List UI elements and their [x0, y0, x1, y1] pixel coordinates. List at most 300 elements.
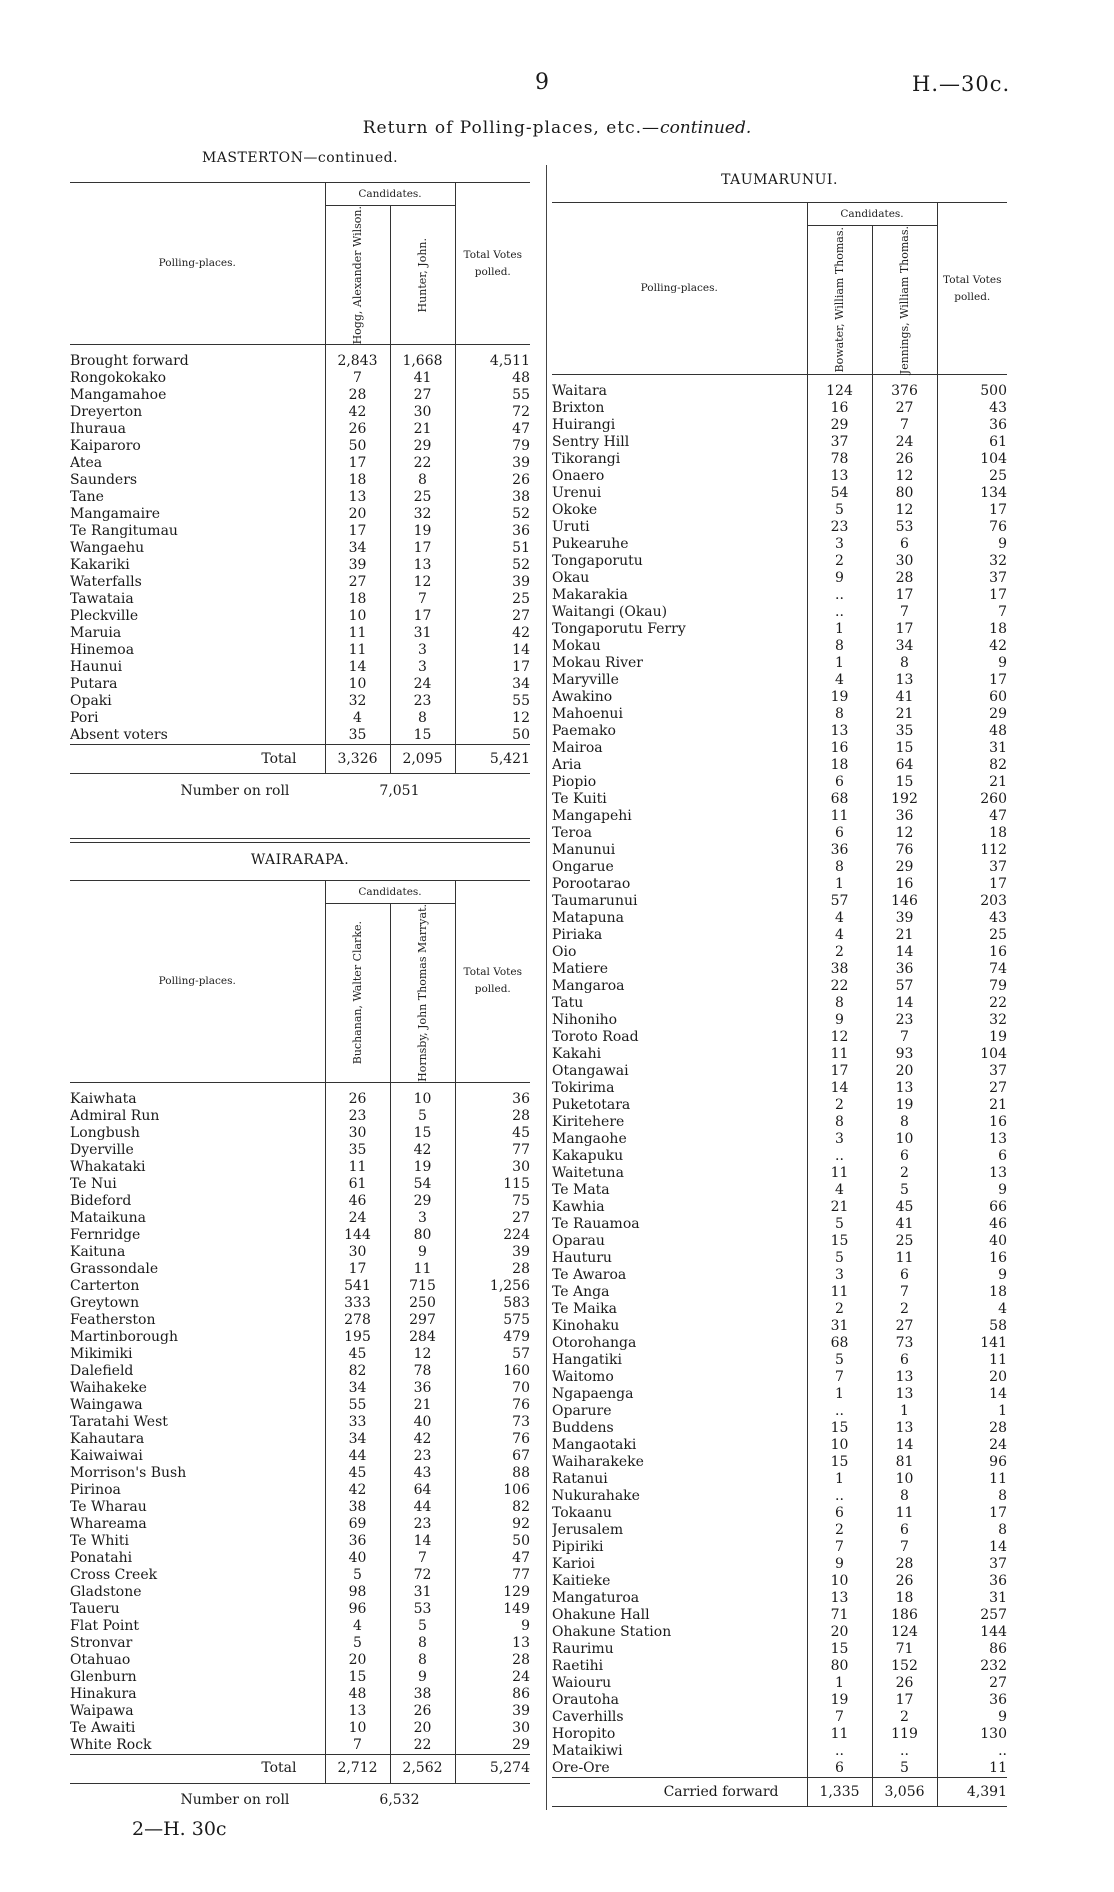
candidate-1-votes: 15	[807, 1233, 872, 1250]
candidate-2-votes: 19	[872, 1097, 937, 1114]
candidate-2-votes: 36	[390, 1380, 455, 1397]
candidate-1-votes: 19	[807, 1692, 872, 1709]
total-votes: 92	[455, 1516, 530, 1533]
polling-place-name: Dalefield	[70, 1362, 134, 1379]
candidate-1-votes: 35	[325, 1142, 390, 1159]
candidate-1-votes: 16	[807, 400, 872, 417]
candidate-2-votes: 31	[390, 625, 455, 642]
polling-place-name: Putara	[70, 676, 118, 693]
candidate-1-votes: 29	[807, 417, 872, 434]
table-row	[552, 1556, 1007, 1573]
candidate-2-votes: 41	[390, 370, 455, 387]
table-row	[552, 672, 1007, 689]
candidate-1-votes: 19	[807, 689, 872, 706]
candidate-2-votes: 21	[390, 421, 455, 438]
candidate-1-votes: 18	[807, 757, 872, 774]
candidate-1-header: Bowater, William Thomas.	[833, 227, 846, 373]
candidate-1-votes: 4	[807, 910, 872, 927]
candidate-2-votes: 30	[872, 553, 937, 570]
candidate-2-votes: 76	[872, 842, 937, 859]
candidate-2-votes: 31	[390, 1584, 455, 1601]
candidate-1-votes: 15	[807, 1454, 872, 1471]
table-row	[552, 1369, 1007, 1386]
candidate-2-votes: 32	[390, 506, 455, 523]
candidate-2-votes: 27	[872, 1318, 937, 1335]
polling-place-name: Raurimu	[552, 1641, 614, 1658]
candidate-1-votes: 10	[807, 1437, 872, 1454]
candidate-2-votes: 21	[872, 706, 937, 723]
candidate-2-votes: 57	[872, 978, 937, 995]
candidate-1-votes: ..	[807, 587, 872, 604]
candidate-1-votes: 1	[807, 1675, 872, 1692]
total-row	[70, 1754, 530, 1783]
total-votes: 67	[455, 1448, 530, 1465]
candidate-1-votes: 17	[325, 1261, 390, 1278]
total-votes: 82	[937, 757, 1007, 774]
polling-place-name: Taratahi West	[70, 1413, 168, 1430]
table-row	[552, 638, 1007, 655]
table-row	[70, 625, 530, 642]
polling-place-name: Ohakune Hall	[552, 1607, 650, 1624]
candidate-1-votes: 33	[325, 1414, 390, 1431]
candidate-2-votes: 11	[390, 1261, 455, 1278]
candidate-2-votes: 7	[390, 591, 455, 608]
table-row	[70, 438, 530, 455]
polling-place-name: Okau	[552, 570, 590, 587]
candidate-2-votes: 7	[390, 1550, 455, 1567]
polling-place-name: Karioi	[552, 1556, 595, 1573]
candidate-2-votes: 18	[872, 1590, 937, 1607]
candidate-2-votes: 12	[872, 502, 937, 519]
total-votes: 25	[937, 468, 1007, 485]
table-row	[70, 1244, 530, 1261]
candidate-1-votes: 11	[807, 1726, 872, 1743]
table-row	[552, 1709, 1007, 1726]
total-votes: 25	[937, 927, 1007, 944]
table-row	[70, 1346, 530, 1363]
candidate-1-votes: 36	[325, 1533, 390, 1550]
total-votes: 115	[455, 1176, 530, 1193]
total-votes: 9	[937, 1267, 1007, 1284]
table-row	[70, 1329, 530, 1346]
candidate-1-votes: 15	[807, 1420, 872, 1437]
candidate-1-votes: 1	[807, 655, 872, 672]
total-votes: 17	[937, 672, 1007, 689]
total-votes: 52	[455, 557, 530, 574]
polling-place-name: Pori	[70, 710, 99, 727]
candidate-2-votes: 17	[390, 540, 455, 557]
candidate-1-votes: 11	[807, 1046, 872, 1063]
polling-place-name: Uruti	[552, 519, 590, 536]
total-votes-header: Total Votes polled.	[937, 203, 1007, 375]
total-votes: 27	[937, 1080, 1007, 1097]
polling-place-name: Cross Creek	[70, 1566, 158, 1583]
polling-place-name: Otorohanga	[552, 1335, 637, 1352]
candidate-2-votes: 29	[872, 859, 937, 876]
table-row	[552, 1437, 1007, 1454]
candidate-2-votes: 36	[872, 961, 937, 978]
candidate-1-votes: 38	[325, 1499, 390, 1516]
candidate-1-votes: 12	[807, 1029, 872, 1046]
polling-place-name: Kawhia	[552, 1199, 605, 1216]
polling-place-name: Kaiwaiwai	[70, 1447, 143, 1464]
table-row	[552, 808, 1007, 825]
total-votes: 86	[455, 1686, 530, 1703]
candidate-1-votes: 44	[325, 1448, 390, 1465]
table-row	[552, 1267, 1007, 1284]
total-votes: 500	[937, 383, 1007, 400]
total-votes: ..	[937, 1743, 1007, 1760]
total-votes: 16	[937, 1250, 1007, 1267]
total-votes: 14	[455, 642, 530, 659]
total-votes: 37	[937, 859, 1007, 876]
table-row	[70, 1210, 530, 1227]
table-row	[70, 540, 530, 557]
total-votes: 22	[937, 995, 1007, 1012]
candidate-2-votes: 14	[872, 1437, 937, 1454]
candidate-1-votes: 16	[807, 740, 872, 757]
polling-place-name: Waitangi (Okau)	[552, 604, 668, 621]
candidate-2-votes: 12	[390, 574, 455, 591]
candidate-2-votes: 13	[390, 557, 455, 574]
table-row	[552, 1097, 1007, 1114]
table-row	[552, 961, 1007, 978]
total-votes: 37	[937, 1556, 1007, 1573]
table-row	[70, 1567, 530, 1584]
candidate-1-votes: 4	[325, 1618, 390, 1635]
candidate-1-votes: 40	[325, 1550, 390, 1567]
candidate-1-votes: 28	[325, 387, 390, 404]
polling-place-name: Mangamahoe	[70, 387, 167, 404]
candidate-1-votes: 20	[325, 1652, 390, 1669]
candidate-1-votes: 5	[807, 502, 872, 519]
table-row	[552, 502, 1007, 519]
candidate-2-votes: 23	[872, 1012, 937, 1029]
polling-place-name: Tongaporutu	[552, 553, 643, 570]
candidate-1-votes: 6	[807, 825, 872, 842]
polling-place-name: Orautoha	[552, 1692, 619, 1709]
total-votes: 36	[937, 1692, 1007, 1709]
candidate-1-votes: 4	[807, 1182, 872, 1199]
total-votes: 4	[937, 1301, 1007, 1318]
total-votes: 14	[937, 1386, 1007, 1403]
polling-place-name: Mangamaire	[70, 506, 161, 523]
polling-place-name: Maruia	[70, 625, 122, 642]
title-main: Return of Polling-places, etc.—	[362, 118, 661, 138]
roll-label: Number on roll	[180, 782, 290, 799]
polling-place-name: Rongokokako	[70, 370, 167, 387]
total-votes: 43	[937, 910, 1007, 927]
candidate-2-votes: 8	[390, 1652, 455, 1669]
polling-place-name: Te Awaiti	[70, 1719, 136, 1736]
candidate-1-votes: 278	[325, 1312, 390, 1329]
total-votes: 8	[937, 1522, 1007, 1539]
total-votes: 17	[455, 659, 530, 676]
polling-place-name: Kinohaku	[552, 1318, 620, 1335]
table-row	[552, 1522, 1007, 1539]
polling-place-name: Waihakeke	[70, 1379, 147, 1396]
polling-place-name: Flat Point	[70, 1617, 140, 1634]
total-votes: 27	[937, 1675, 1007, 1692]
candidate-2-votes: 20	[872, 1063, 937, 1080]
polling-place-name: Martinborough	[70, 1328, 179, 1345]
total-votes: 73	[455, 1414, 530, 1431]
total-votes: 36	[937, 1573, 1007, 1590]
column-divider	[546, 165, 547, 1810]
candidate-2-votes: 23	[390, 693, 455, 710]
candidate-1-votes: 7	[807, 1369, 872, 1386]
polling-place-name: Oio	[552, 944, 577, 961]
candidate-1-votes: 55	[325, 1397, 390, 1414]
candidate-1-votes: 34	[325, 540, 390, 557]
total-votes: 24	[455, 1669, 530, 1686]
total-votes: 48	[937, 723, 1007, 740]
candidate-2-header: Hornsby, John Thomas Marryat.	[416, 904, 429, 1082]
table-row	[552, 1318, 1007, 1335]
polling-place-name: Jerusalem	[552, 1522, 624, 1539]
table-row	[70, 557, 530, 574]
candidate-2-votes: 93	[872, 1046, 937, 1063]
candidate-1-votes: 54	[807, 485, 872, 502]
table-row	[552, 417, 1007, 434]
polling-place-name: Te Rauamoa	[552, 1216, 640, 1233]
polling-place-name: Tokirima	[552, 1080, 615, 1097]
total-votes: 141	[937, 1335, 1007, 1352]
candidate-1-votes: 1	[807, 1386, 872, 1403]
total-votes: 24	[937, 1437, 1007, 1454]
table-row	[552, 723, 1007, 740]
candidate-1-votes: 11	[325, 642, 390, 659]
table-row	[552, 1641, 1007, 1658]
candidate-2-votes: 146	[872, 893, 937, 910]
grand-total: 4,391	[937, 1778, 1007, 1807]
candidate-1-votes: 68	[807, 791, 872, 808]
total-votes: 31	[937, 1590, 1007, 1607]
polling-place-name: Buddens	[552, 1420, 614, 1437]
candidate-2-votes: 24	[872, 434, 937, 451]
total-votes: 129	[455, 1584, 530, 1601]
table-row	[70, 727, 530, 745]
candidate-2-votes: 36	[872, 808, 937, 825]
total-votes: 28	[455, 1108, 530, 1125]
candidate-2-votes: 28	[872, 1556, 937, 1573]
table-row	[552, 1471, 1007, 1488]
total-votes: 144	[937, 1624, 1007, 1641]
table-row	[70, 1635, 530, 1652]
total-votes: 11	[937, 1471, 1007, 1488]
table-row	[70, 370, 530, 387]
table-row	[552, 706, 1007, 723]
candidate-2-votes: 26	[872, 451, 937, 468]
table-row	[552, 876, 1007, 893]
polling-place-name: Featherston	[70, 1311, 156, 1328]
candidate-1-total: 1,335	[807, 1778, 872, 1807]
table-row	[552, 1182, 1007, 1199]
candidate-1-votes: 6	[807, 1505, 872, 1522]
total-votes: 21	[937, 1097, 1007, 1114]
candidate-2-votes: 186	[872, 1607, 937, 1624]
table-row	[70, 1516, 530, 1533]
candidate-1-votes: 21	[807, 1199, 872, 1216]
candidate-2-votes: 17	[872, 1692, 937, 1709]
polling-place-name: Ngapaenga	[552, 1386, 634, 1403]
candidate-1-votes: 31	[807, 1318, 872, 1335]
total-votes: 39	[455, 1244, 530, 1261]
polling-place-name: Kakapuku	[552, 1148, 624, 1165]
table-row	[552, 1539, 1007, 1556]
total-votes: 1,256	[455, 1278, 530, 1295]
candidate-2-votes: 17	[872, 587, 937, 604]
total-votes: 66	[937, 1199, 1007, 1216]
candidate-2-votes: 13	[872, 1369, 937, 1386]
wairarapa-table	[70, 880, 530, 1818]
total-votes: 40	[937, 1233, 1007, 1250]
total-votes: 14	[937, 1539, 1007, 1556]
total-votes: 75	[455, 1193, 530, 1210]
total-votes: 72	[455, 404, 530, 421]
polling-place-name: Waterfalls	[70, 574, 142, 591]
table-row	[70, 676, 530, 693]
polling-place-name: Te Nui	[70, 1175, 117, 1192]
candidate-1-votes: 13	[807, 1590, 872, 1607]
total-votes: 48	[455, 370, 530, 387]
candidate-1-votes: 7	[325, 1737, 390, 1755]
table-row	[552, 859, 1007, 876]
candidate-1-votes: 144	[325, 1227, 390, 1244]
candidate-2-votes: 41	[872, 689, 937, 706]
table-row	[552, 1726, 1007, 1743]
table-row	[552, 1386, 1007, 1403]
candidate-1-votes: 8	[807, 859, 872, 876]
table-row	[552, 468, 1007, 485]
candidate-2-votes: 34	[872, 638, 937, 655]
polling-place-name: Te Kuiti	[552, 791, 607, 808]
polling-place-name: Mangapehi	[552, 808, 632, 825]
candidate-1-votes: ..	[807, 1488, 872, 1505]
candidate-1-votes: 13	[807, 723, 872, 740]
candidate-1-votes: 1	[807, 1471, 872, 1488]
total-votes: 9	[937, 1709, 1007, 1726]
total-votes: 25	[455, 591, 530, 608]
polling-place-name: Awakino	[552, 689, 613, 706]
masterton-title: MASTERTON—continued.	[201, 150, 399, 166]
polling-place-name: Atea	[70, 455, 103, 472]
table-row	[70, 1686, 530, 1703]
candidate-1-votes: 18	[325, 591, 390, 608]
candidate-2-votes: 6	[872, 536, 937, 553]
total-votes: 39	[455, 574, 530, 591]
candidate-1-votes: 6	[807, 1760, 872, 1778]
candidate-1-votes: 69	[325, 1516, 390, 1533]
polling-place-name: Onaero	[552, 468, 605, 485]
polling-place-name: Glenburn	[70, 1668, 137, 1685]
candidate-1-votes: 27	[325, 574, 390, 591]
polling-place-name: Mangaotaki	[552, 1437, 637, 1454]
candidate-2-votes: 5	[872, 1182, 937, 1199]
candidate-2-votes: 8	[872, 655, 937, 672]
table-row	[70, 1278, 530, 1295]
polling-place-name: Matapuna	[552, 910, 624, 927]
polling-place-name: Brixton	[552, 400, 605, 417]
table-row	[552, 1743, 1007, 1760]
table-row	[552, 485, 1007, 502]
candidate-1-votes: 11	[807, 1284, 872, 1301]
total-votes: 96	[937, 1454, 1007, 1471]
total-votes: 32	[937, 553, 1007, 570]
candidate-1-votes: 14	[325, 659, 390, 676]
polling-place-name: Kaiparoro	[70, 438, 141, 455]
total-votes: 86	[937, 1641, 1007, 1658]
table-row	[70, 1193, 530, 1210]
polling-place-name: Makarakia	[552, 587, 628, 604]
candidate-1-votes: 9	[807, 1012, 872, 1029]
polling-place-name: Kaituna	[70, 1243, 126, 1260]
polling-place-name: Otangawai	[552, 1063, 629, 1080]
candidate-2-votes: 30	[390, 404, 455, 421]
candidate-2-votes: 12	[872, 468, 937, 485]
polling-place-name: Oparure	[552, 1403, 612, 1420]
roll-label: Number on roll	[180, 1792, 290, 1809]
table-row	[70, 1176, 530, 1193]
candidate-2-votes: 8	[872, 1114, 937, 1131]
polling-place-name: Waipawa	[70, 1702, 134, 1719]
candidate-1-votes: 34	[325, 1431, 390, 1448]
candidate-2-votes: 10	[872, 1131, 937, 1148]
polling-place-name: Ponatahi	[70, 1549, 133, 1566]
total-votes: 38	[455, 489, 530, 506]
candidate-2-votes: 11	[872, 1250, 937, 1267]
candidate-2-votes: 81	[872, 1454, 937, 1471]
candidate-2-votes: 22	[390, 455, 455, 472]
total-votes: 36	[937, 417, 1007, 434]
candidate-1-votes: 3	[807, 536, 872, 553]
polling-place-name: Puketotara	[552, 1097, 631, 1114]
total-votes: 76	[937, 519, 1007, 536]
total-votes: 30	[455, 1159, 530, 1176]
total-votes: 55	[455, 387, 530, 404]
table-row	[70, 1414, 530, 1431]
total-votes: 11	[937, 1760, 1007, 1778]
table-row	[552, 1301, 1007, 1318]
candidate-1-votes: 15	[325, 1669, 390, 1686]
total-votes: 27	[455, 608, 530, 625]
candidate-1-votes: 68	[807, 1335, 872, 1352]
candidate-1-votes: 333	[325, 1295, 390, 1312]
total-votes: 17	[937, 876, 1007, 893]
total-votes: 130	[937, 1726, 1007, 1743]
polling-place-name: Hangatiki	[552, 1352, 622, 1369]
table-row	[70, 523, 530, 540]
table-row	[552, 1488, 1007, 1505]
total-votes: 26	[455, 472, 530, 489]
total-votes: 13	[937, 1131, 1007, 1148]
candidate-1-votes: 5	[325, 1635, 390, 1652]
candidate-1-votes: 37	[807, 434, 872, 451]
candidate-2-votes: 13	[872, 1420, 937, 1437]
candidate-2-votes: 7	[872, 417, 937, 434]
table-row	[552, 1029, 1007, 1046]
polling-place-name: Caverhills	[552, 1709, 624, 1726]
polling-place-name: Ratanui	[552, 1471, 608, 1488]
total-votes: 8	[937, 1488, 1007, 1505]
candidate-1-votes: 11	[325, 1159, 390, 1176]
candidate-2-votes: 8	[390, 710, 455, 727]
roll-row	[70, 1783, 530, 1818]
candidate-2-votes: 26	[872, 1573, 937, 1590]
total-votes: 45	[455, 1125, 530, 1142]
candidate-1-votes: 11	[807, 1165, 872, 1182]
polling-place-name: Hinakura	[70, 1685, 137, 1702]
